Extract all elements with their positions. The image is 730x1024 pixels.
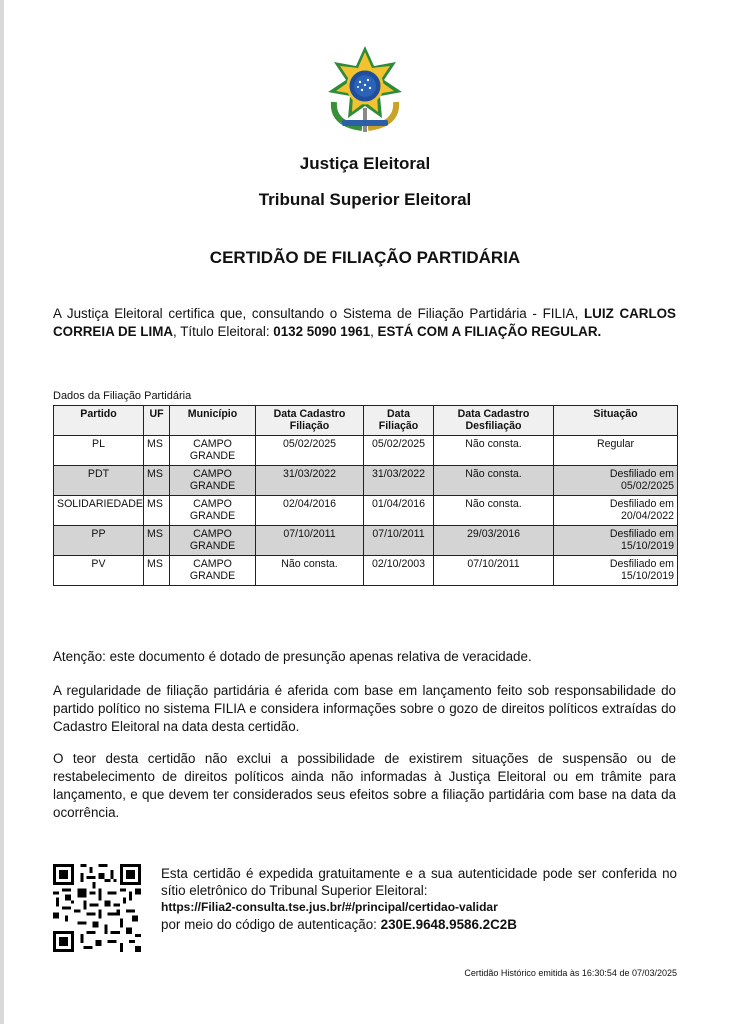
validation-link[interactable]: https://Filia2-consulta.tse.jus.br/#/principal/certidao-validar bbox=[161, 900, 498, 914]
cell-data-cadastro-desfiliacao: 29/03/2016 bbox=[434, 526, 554, 556]
cell-data-cadastro-filiacao: 31/03/2022 bbox=[256, 466, 364, 496]
cell-municipio: CAMPO GRANDE bbox=[170, 466, 256, 496]
cell-data-cadastro-filiacao: 02/04/2016 bbox=[256, 496, 364, 526]
cell-partido: PP bbox=[54, 526, 144, 556]
attention-note: Atenção: este documento é dotado de presunção apenas relativa de veracidade. bbox=[53, 649, 532, 664]
institution-name: Justiça Eleitoral bbox=[299, 154, 431, 173]
cell-data-cadastro-filiacao: Não consta. bbox=[256, 556, 364, 586]
cell-municipio: CAMPO GRANDE bbox=[170, 496, 256, 526]
cell-uf: MS bbox=[144, 496, 170, 526]
table-row bbox=[54, 436, 678, 466]
header-data-filiacao: Data Filiação bbox=[364, 406, 434, 436]
cell-data-filiacao: 07/10/2011 bbox=[364, 526, 434, 556]
cell-data-cadastro-desfiliacao: Não consta. bbox=[434, 436, 554, 466]
cell-data-cadastro-desfiliacao: 07/10/2011 bbox=[434, 556, 554, 586]
table-row bbox=[54, 556, 678, 586]
cell-partido: PL bbox=[54, 436, 144, 466]
affiliation-table bbox=[53, 405, 678, 586]
table-caption: Dados da Filiação Partidária bbox=[53, 390, 192, 402]
table-row bbox=[54, 526, 678, 556]
cell-uf: MS bbox=[144, 526, 170, 556]
intro-prefix: A Justiça Eleitoral certifica que, consultando o Sistema de Filiação Partidária - FILIA, bbox=[53, 306, 579, 321]
document-title: CERTIDÃO DE FILIAÇÃO PARTIDÁRIA bbox=[209, 248, 521, 267]
scope-note: O teor desta certidão não exclui a possibilidade de existirem situações de suspensão ou de restabelecimento de direitos políticos ainda não informadas à Justiça Eleitoral ou em trâmite para lançamento, e que devem ter considerados seus efeitos sobre a filiação partidária com base na data da ocorrência. bbox=[53, 751, 676, 820]
cell-municipio: CAMPO GRANDE bbox=[170, 556, 256, 586]
header-situacao: Situação bbox=[554, 406, 678, 436]
voter-title-number: 0132 5090 1961 bbox=[273, 324, 371, 339]
authentication-text: Esta certidão é expedida gratuitamente e a sua autenticidade pode ser conferida no sítio eletrônico do Tribunal Superior Eleitoral: bbox=[161, 866, 677, 898]
cell-partido: PDT bbox=[54, 466, 144, 496]
table-row bbox=[54, 466, 678, 496]
header-uf: UF bbox=[144, 406, 170, 436]
cell-uf: MS bbox=[144, 556, 170, 586]
affiliation-status: ESTÁ COM A FILIAÇÃO REGULAR. bbox=[377, 324, 602, 339]
certification-statement: A Justiça Eleitoral certifica que, consultando o Sistema de Filiação Partidária - FILIA, LUIZ CARLOS CORREIA DE LIMA, Título Eleitoral: 0132 5090 1961, ESTÁ COM A FILIAÇÃO REGULAR. bbox=[53, 306, 676, 339]
cell-situacao: Desfiliado em 20/04/2022 bbox=[554, 496, 678, 526]
regularity-note: A regularidade de filiação partidária é aferida com base em lançamento feito sob responsabilidade do partido político no sistema FILIA e considera informações sobre o gozo de direitos políticos extraídas do Cadastro Eleitoral na data desta certidão. bbox=[53, 683, 676, 734]
cell-uf: MS bbox=[144, 466, 170, 496]
court-name: Tribunal Superior Eleitoral bbox=[258, 190, 472, 209]
cell-data-cadastro-filiacao: 07/10/2011 bbox=[256, 526, 364, 556]
header-data-cadastro-filiacao: Data Cadastro Filiação bbox=[256, 406, 364, 436]
cell-situacao: Regular bbox=[554, 436, 678, 466]
authentication-code-line bbox=[161, 916, 677, 933]
cell-uf: MS bbox=[144, 436, 170, 466]
table-header-row bbox=[54, 406, 678, 436]
cell-situacao: Desfiliado em 15/10/2019 bbox=[554, 526, 678, 556]
header-partido: Partido bbox=[54, 406, 144, 436]
emission-timestamp: Certidão Histórico emitida às 16:30:54 de 07/03/2025 bbox=[464, 968, 677, 978]
authentication-code-label: por meio do código de autenticação: bbox=[161, 917, 377, 932]
qr-code-icon bbox=[53, 864, 141, 952]
header-municipio: Município bbox=[170, 406, 256, 436]
cell-data-cadastro-filiacao: 05/02/2025 bbox=[256, 436, 364, 466]
authentication-code: 230E.9648.9586.2C2B bbox=[380, 917, 517, 932]
authentication-info bbox=[161, 865, 677, 933]
cell-data-filiacao: 01/04/2016 bbox=[364, 496, 434, 526]
cell-data-cadastro-desfiliacao: Não consta. bbox=[434, 496, 554, 526]
cell-data-cadastro-desfiliacao: Não consta. bbox=[434, 466, 554, 496]
header-data-cadastro-desfiliacao: Data Cadastro Desfiliação bbox=[434, 406, 554, 436]
table-row bbox=[54, 496, 678, 526]
intro-mid: , Título Eleitoral: bbox=[173, 324, 270, 339]
cell-partido: PV bbox=[54, 556, 144, 586]
brazil-coat-of-arms-icon bbox=[322, 44, 408, 134]
cell-municipio: CAMPO GRANDE bbox=[170, 436, 256, 466]
cell-data-filiacao: 31/03/2022 bbox=[364, 466, 434, 496]
cell-partido: SOLIDARIEDADE bbox=[54, 496, 144, 526]
cell-data-filiacao: 02/10/2003 bbox=[364, 556, 434, 586]
cell-data-filiacao: 05/02/2025 bbox=[364, 436, 434, 466]
cell-municipio: CAMPO GRANDE bbox=[170, 526, 256, 556]
voter-name: LUIZ CARLOS CORREIA DE LIMA bbox=[53, 306, 676, 339]
cell-situacao: Desfiliado em 05/02/2025 bbox=[554, 466, 678, 496]
cell-situacao: Desfiliado em 15/10/2019 bbox=[554, 556, 678, 586]
